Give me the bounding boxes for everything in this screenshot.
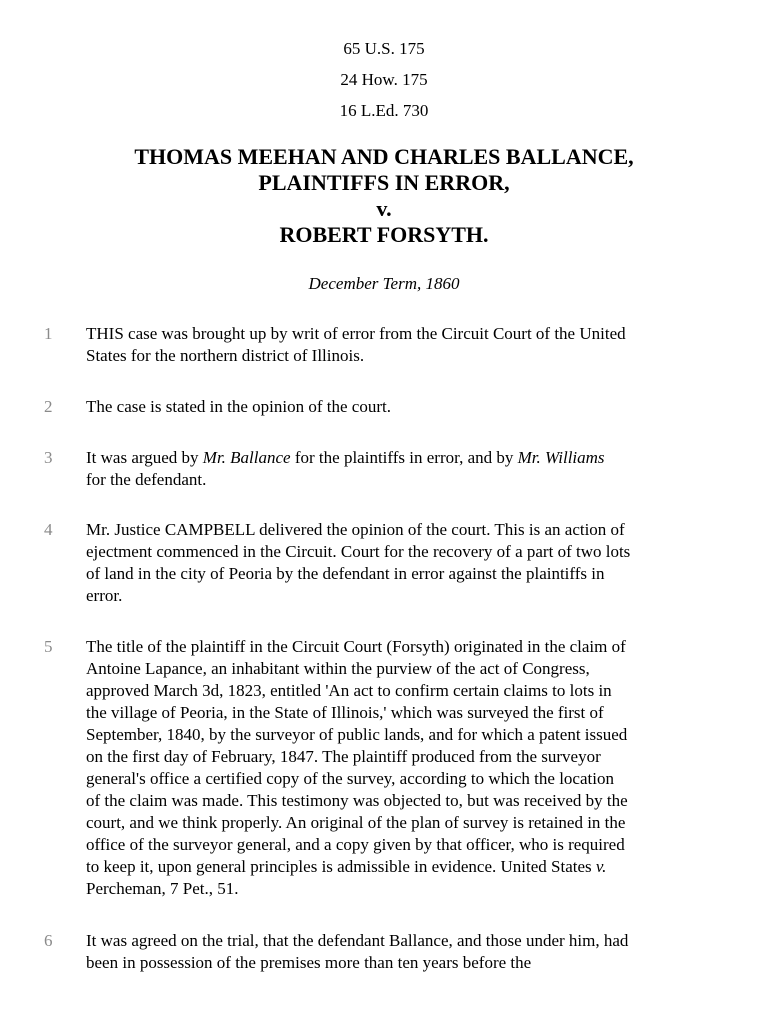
text-segment: It was argued by [86,448,203,467]
paragraph-number: 3 [44,448,53,467]
case-title [0,144,768,248]
paragraph-line: of the claim was made. This testimony was objected to, but was received by the [86,791,628,810]
paragraph-number: 2 [44,397,53,416]
paragraph-line: States for the northern district of Illinois. [86,346,365,365]
citation-led: 16 L.Ed. 730 [339,101,429,120]
paragraph-number: 5 [44,637,53,656]
citation-how: 24 How. 175 [340,70,428,89]
paragraph-line: on the first day of February, 1847. The plaintiff produced from the surveyor [86,747,601,766]
paragraph-line: ejectment commenced in the Circuit. Court for the recovery of a part of two lots [86,542,631,561]
paragraph-line: Percheman, 7 Pet., 51. [86,879,239,898]
citations [0,33,768,126]
text-segment: to keep it, upon general principles is admissible in evidence. United States [86,857,596,876]
paragraph-line: It was agreed on the trial, that the defendant Ballance, and those under him, had [86,931,629,950]
paragraph-line: The case is stated in the opinion of the court. [86,397,391,416]
paragraph-line: office of the surveyor general, and a copy given by that officer, who is required [86,835,625,854]
paragraph-text [86,396,736,418]
paragraph-line: THIS case was brought up by writ of error from the Circuit Court of the United [86,324,626,343]
paragraph-line [86,447,736,469]
case-title-line: v. [376,196,392,221]
paragraph-line: of land in the city of Peoria by the defendant in error against the plaintiffs in [86,564,605,583]
paragraph-number: 4 [44,520,53,539]
versus-abbrev: v. [595,857,607,876]
counsel-name: Mr. Ballance [202,448,291,467]
paragraph-line: court, and we think properly. An original of the plan of survey is retained in the [86,813,626,832]
paragraph-line [86,856,736,878]
paragraph-text [86,519,736,607]
paragraph-line: the village of Peoria, in the State of Illinois,' which was surveyed the first of [86,703,604,722]
text-segment: for the plaintiffs in error, and by [290,448,518,467]
paragraph-line: general's office a certified copy of the survey, according to which the location [86,769,614,788]
court-term: December Term, 1860 [308,274,460,293]
paragraph-text [86,636,736,900]
citation-us: 65 U.S. 175 [343,39,425,58]
case-title-line: PLAINTIFFS IN ERROR, [258,170,510,195]
paragraph-line: approved March 3d, 1823, entitled 'An act to confirm certain claims to lots in [86,681,612,700]
paragraph-text [86,323,736,367]
paragraph-line: The title of the plaintiff in the Circuit Court (Forsyth) originated in the claim of [86,637,626,656]
paragraph-line: September, 1840, by the surveyor of public lands, and for which a patent issued [86,725,628,744]
counsel-name: Mr. Williams [517,448,605,467]
paragraph-number: 1 [44,324,53,343]
paragraph-number: 6 [44,931,53,950]
case-title-line: ROBERT FORSYTH. [279,222,489,247]
case-title-line: THOMAS MEEHAN AND CHARLES BALLANCE, [134,144,634,169]
paragraph-line: been in possession of the premises more than ten years before the [86,953,532,972]
paragraph-line: Antoine Lapance, an inhabitant within the purview of the act of Congress, [86,659,590,678]
paragraph-line: error. [86,586,123,605]
paragraph-text [86,447,736,491]
paragraph-text [86,930,736,974]
paragraph-line: Mr. Justice CAMPBELL delivered the opinion of the court. This is an action of [86,520,625,539]
paragraph-line: for the defendant. [86,470,207,489]
